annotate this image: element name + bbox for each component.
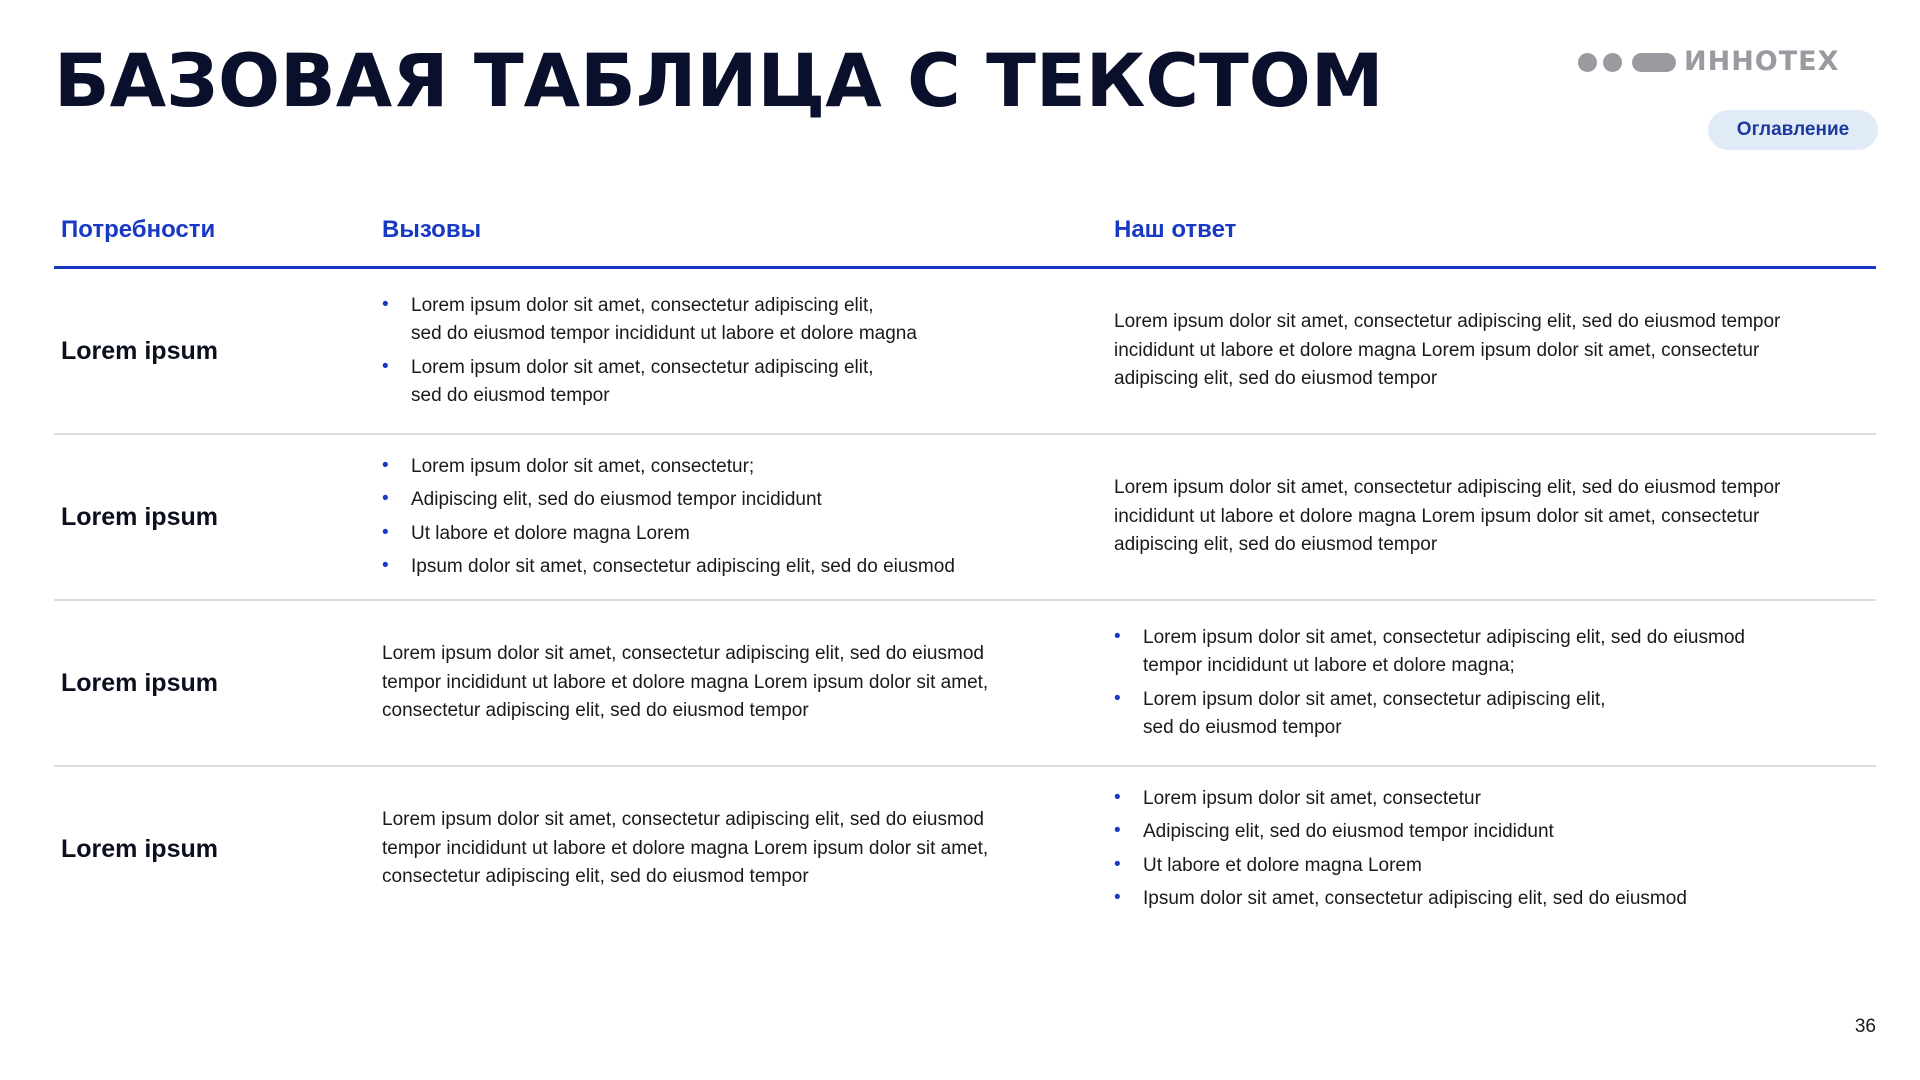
bullet-icon: • — [382, 454, 389, 476]
content-table — [54, 200, 1876, 931]
table-row — [54, 767, 1876, 931]
cell-challenges — [382, 767, 1112, 931]
logo-text: ИННОТЕХ — [1684, 46, 1840, 77]
cell-answer — [1114, 269, 1876, 433]
bullet-icon: • — [1114, 853, 1121, 875]
list-item — [1114, 785, 1876, 814]
bullet-list — [382, 453, 1112, 582]
table-row — [54, 601, 1876, 767]
bullet-icon: • — [382, 488, 389, 509]
bullet-icon: • — [1114, 687, 1121, 709]
logo-dot-icon — [1578, 53, 1597, 72]
list-item-text: Adipiscing elit, sed do eiusmod tempor incididunt — [1143, 821, 1554, 842]
cell-need — [61, 435, 361, 599]
need-label: Lorem ipsum — [61, 337, 218, 365]
cell-answer — [1114, 767, 1876, 931]
list-item — [382, 520, 1112, 549]
bullet-icon: • — [1114, 786, 1121, 808]
list-item-text: Adipiscing elit, sed do eiusmod tempor incididunt — [411, 489, 822, 510]
list-item-text: Ut labore et dolore magna Lorem — [1143, 854, 1422, 876]
cell-answer — [1114, 435, 1876, 599]
list-item-text: Lorem ipsum dolor sit amet, consectetur adipiscing elit, sed do eiusmod tempor incididunt ut labore et dolore magna — [411, 294, 917, 344]
cell-need — [61, 767, 361, 931]
logo-dot-icon — [1603, 53, 1622, 72]
bullet-list — [382, 292, 1112, 411]
list-item-text: Lorem ipsum dolor sit amet, consectetur; — [411, 455, 755, 477]
cell-challenges — [382, 601, 1112, 765]
bullet-icon: • — [382, 521, 389, 543]
cell-text: Lorem ipsum dolor sit amet, consectetur adipiscing elit, sed do eiusmod tempor incididunt ut labore et dolore magna Lorem ipsum dolor sit amet, consectetur adipiscing elit, sed do eiusmod tempor — [1114, 477, 1781, 556]
bullet-icon: • — [1114, 820, 1121, 841]
bullet-icon: • — [382, 293, 389, 315]
list-item — [1114, 885, 1876, 914]
header-answer: Наш ответ — [1114, 216, 1237, 243]
need-label: Lorem ipsum — [61, 669, 218, 697]
header-needs: Потребности — [61, 216, 216, 243]
need-label: Lorem ipsum — [61, 835, 218, 863]
list-item — [382, 453, 1112, 482]
bullet-icon: • — [382, 555, 389, 576]
list-item — [1114, 818, 1876, 847]
table-row — [54, 269, 1876, 435]
cell-answer — [1114, 601, 1876, 765]
list-item-text: Lorem ipsum dolor sit amet, consectetur — [1143, 787, 1481, 809]
list-item-text: Lorem ipsum dolor sit amet, consectetur adipiscing elit, sed do eiusmod tempor — [1143, 688, 1606, 738]
list-item — [382, 354, 1112, 411]
list-item — [382, 292, 1112, 349]
list-item — [1114, 624, 1876, 681]
table-of-contents-button[interactable]: Оглавление — [1708, 110, 1878, 150]
page-number: 36 — [1854, 1016, 1876, 1037]
cell-need — [61, 269, 361, 433]
table-header — [54, 200, 1876, 269]
bullet-list — [1114, 624, 1876, 743]
list-item — [382, 486, 1112, 515]
company-logo — [1578, 46, 1840, 77]
list-item — [382, 553, 1112, 582]
list-item-text: Ipsum dolor sit amet, consectetur adipiscing elit, sed do eiusmod — [1143, 888, 1687, 909]
list-item-text: Ut labore et dolore magna Lorem — [411, 522, 690, 544]
header-challenges: Вызовы — [382, 216, 482, 243]
logo-pill-icon — [1632, 53, 1676, 72]
cell-need — [61, 601, 361, 765]
list-item-text: Lorem ipsum dolor sit amet, consectetur adipiscing elit, sed do eiusmod tempor incididunt ut labore et dolore magna; — [1143, 626, 1745, 676]
table-row — [54, 435, 1876, 601]
cell-text: Lorem ipsum dolor sit amet, consectetur adipiscing elit, sed do eiusmod tempor incididunt ut labore et dolore magna Lorem ipsum dolor sit amet, consectetur adipiscing elit, sed do eiusmod tempor — [382, 643, 989, 722]
table-body — [54, 269, 1876, 931]
bullet-icon: • — [1114, 625, 1121, 647]
cell-text: Lorem ipsum dolor sit amet, consectetur adipiscing elit, sed do eiusmod tempor incididunt ut labore et dolore magna Lorem ipsum dolor sit amet, consectetur adipiscing elit, sed do eiusmod tempor — [382, 809, 989, 888]
cell-text: Lorem ipsum dolor sit amet, consectetur adipiscing elit, sed do eiusmod tempor incididunt ut labore et dolore magna Lorem ipsum dolor sit amet, consectetur adipiscing elit, sed do eiusmod tempor — [1114, 311, 1781, 390]
list-item-text: Ipsum dolor sit amet, consectetur adipiscing elit, sed do eiusmod — [411, 556, 955, 577]
list-item — [1114, 852, 1876, 881]
cell-challenges — [382, 269, 1112, 433]
list-item-text: Lorem ipsum dolor sit amet, consectetur adipiscing elit, sed do eiusmod tempor — [411, 356, 874, 406]
list-item — [1114, 686, 1876, 743]
bullet-list — [1114, 785, 1876, 914]
bullet-icon: • — [1114, 887, 1121, 908]
cell-challenges — [382, 435, 1112, 599]
page-title: БАЗОВАЯ ТАБЛИЦА С ТЕКСТОМ — [54, 39, 1384, 124]
bullet-icon: • — [382, 355, 389, 377]
need-label: Lorem ipsum — [61, 503, 218, 531]
